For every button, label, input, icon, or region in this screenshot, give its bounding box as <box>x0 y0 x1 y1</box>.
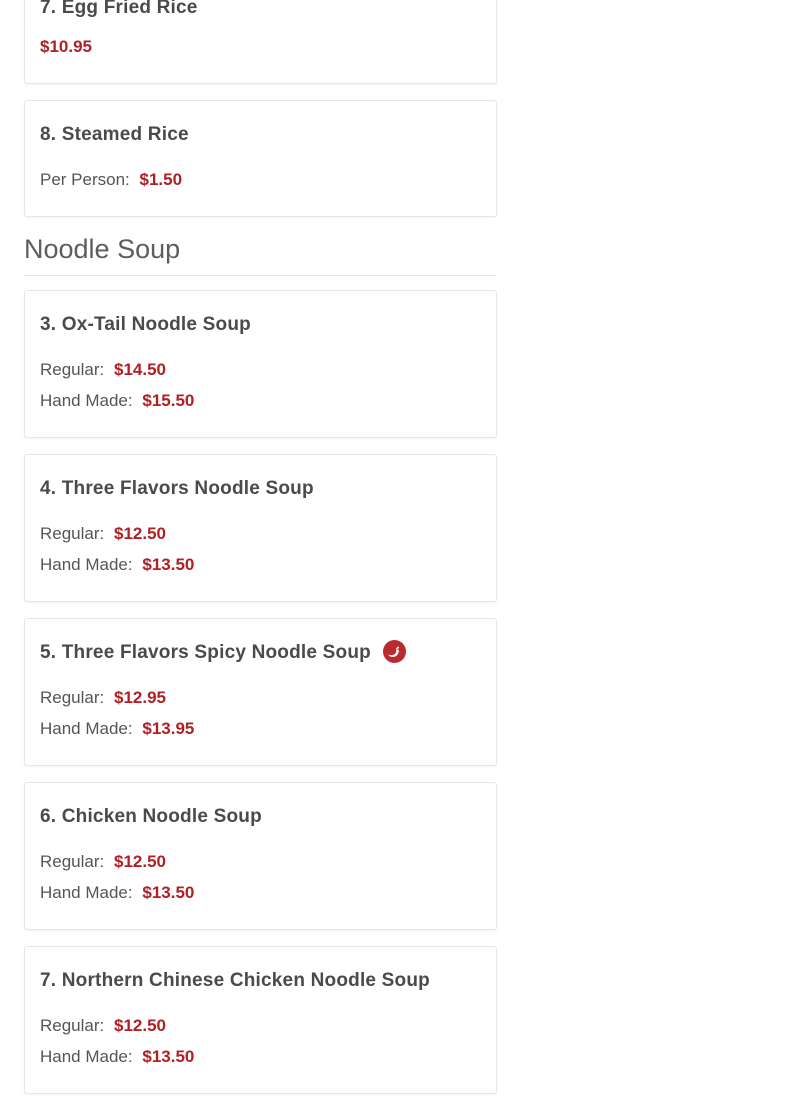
item-title <box>40 804 481 830</box>
price-value: $1.50 <box>139 170 183 189</box>
price-line <box>40 846 481 877</box>
item-title <box>40 122 481 148</box>
item-title-text: 6. Chicken Noodle Soup <box>40 806 262 827</box>
item-title <box>40 312 481 338</box>
price-line <box>40 518 481 549</box>
section-heading: Noodle Soup <box>24 233 497 276</box>
menu-item-card <box>24 290 497 438</box>
price-line <box>40 1010 481 1041</box>
price-label: Regular: <box>40 1016 105 1035</box>
price-label: Regular: <box>40 852 105 871</box>
price-label: Regular: <box>40 360 105 379</box>
menu-item-card <box>24 782 497 930</box>
price-label: Hand Made: <box>40 719 133 738</box>
item-title <box>40 0 481 21</box>
menu-list <box>24 0 497 1110</box>
price-line <box>40 877 481 908</box>
price-value: $13.50 <box>142 883 195 902</box>
price-line <box>40 385 481 416</box>
item-title-text: 5. Three Flavors Spicy Noodle Soup <box>40 642 371 663</box>
price-value: $13.50 <box>142 555 195 574</box>
item-title <box>40 968 481 994</box>
price-value: $13.95 <box>142 719 195 738</box>
price-line <box>40 31 481 62</box>
price-line <box>40 354 481 385</box>
price-value: $12.50 <box>114 524 166 543</box>
price-label: Regular: <box>40 688 105 707</box>
price-value: $12.50 <box>114 852 166 871</box>
item-title-text: 3. Ox-Tail Noodle Soup <box>40 314 251 335</box>
price-value: $13.50 <box>142 1047 195 1066</box>
item-title <box>40 640 481 666</box>
menu-item-card <box>24 454 497 602</box>
price-value: $12.50 <box>114 1016 166 1035</box>
price-value: $14.50 <box>114 360 166 379</box>
price-value: $10.95 <box>40 37 92 56</box>
price-label: Per Person: <box>40 170 130 189</box>
menu-item-card <box>24 946 497 1094</box>
price-value: $15.50 <box>142 391 195 410</box>
price-line <box>40 549 481 580</box>
item-title-text: 7. Egg Fried Rice <box>40 0 198 18</box>
price-label: Hand Made: <box>40 391 133 410</box>
price-label: Hand Made: <box>40 555 133 574</box>
item-title-text: 4. Three Flavors Noodle Soup <box>40 478 314 499</box>
price-label: Hand Made: <box>40 883 133 902</box>
menu-item-card <box>24 0 497 84</box>
menu-item-card <box>24 100 497 217</box>
price-value: $12.95 <box>114 688 166 707</box>
menu-item-card <box>24 618 497 766</box>
spicy-pepper-icon <box>383 640 406 663</box>
item-title-text: 7. Northern Chinese Chicken Noodle Soup <box>40 970 430 991</box>
price-label: Regular: <box>40 524 105 543</box>
price-line <box>40 713 481 744</box>
item-title-text: 8. Steamed Rice <box>40 124 189 145</box>
price-label: Hand Made: <box>40 1047 133 1066</box>
item-title <box>40 476 481 502</box>
price-line <box>40 682 481 713</box>
price-line <box>40 164 481 195</box>
price-line <box>40 1041 481 1072</box>
